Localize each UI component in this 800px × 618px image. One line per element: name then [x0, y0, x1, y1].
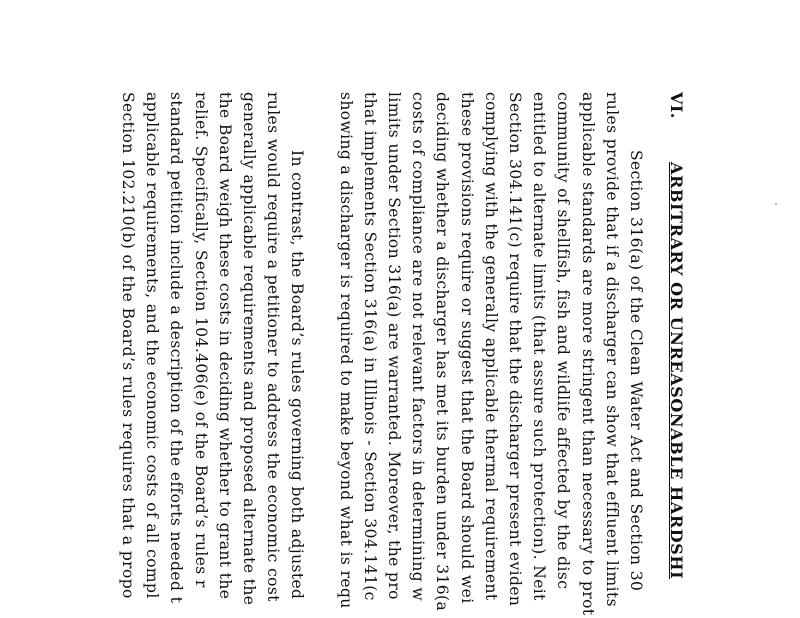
paragraph-line: the Board weigh these costs in deciding whether to grant the: [215, 92, 234, 600]
scan-speck: [775, 203, 777, 205]
section-heading: [648, 92, 688, 618]
paragraph-gap: [309, 92, 333, 618]
paragraph-line: applicable standards are more stringent than necessary to prot: [578, 92, 597, 616]
paragraph-line: costs of compliance are not relevant factors in determining w: [409, 92, 428, 602]
paragraph-line: standard petition include a description of the efforts needed t: [167, 92, 186, 604]
paragraph-line: limits under Section 316(a) are warranted. Moreover, the pro: [385, 92, 404, 600]
paragraph-2: [116, 92, 310, 618]
paragraph-line: rules would require a petitioner to address the economic cost: [264, 92, 283, 602]
paragraph-line: rules provide that if a discharger can show that effluent limits: [602, 92, 621, 607]
paragraph-line: In contrast, the Board’s rules governing both adjusted: [288, 150, 307, 600]
paragraph-line: applicable requirements, and the economic costs of all compl: [143, 92, 162, 599]
paragraph-line: community of shellfish, fish and wildlife affected by the disc: [554, 92, 573, 590]
paragraph-line: relief. Specifically, Section 104.406(e) of the Board’s rules r: [191, 92, 210, 588]
paragraph-line: entitled to alternate limits (that assure such protection). Neit: [530, 92, 549, 601]
paragraph-line: these provisions require or suggest that the Board should wei: [457, 92, 476, 604]
paragraph-line: that implements Section 316(a) in Illinois - Section 304.141(c: [360, 92, 379, 601]
document-text-block: [116, 92, 688, 618]
paragraph-line: Section 304.141(c) require that the discharger present eviden: [506, 92, 525, 607]
paragraph-1: [334, 92, 648, 618]
section-title: ARBITRARY OR UNREASONABLE HARDSHI: [667, 162, 686, 580]
section-number: VI.: [667, 92, 686, 119]
paragraph-line: generally applicable requirements and proposed alternate the: [240, 92, 258, 606]
paragraph-line: showing a discharger is required to make beyond what is requ: [336, 92, 355, 609]
paragraph-line: deciding whether a discharger has met its burden under 316(a: [433, 92, 452, 612]
paragraph-line: Section 102.210(b) of the Board’s rules requires that a propo: [119, 92, 138, 599]
paragraph-line: Section 316(a) of the Clean Water Act and Section 30: [627, 150, 645, 592]
paragraph-line: complying with the generally applicable thermal requirement: [481, 92, 500, 601]
